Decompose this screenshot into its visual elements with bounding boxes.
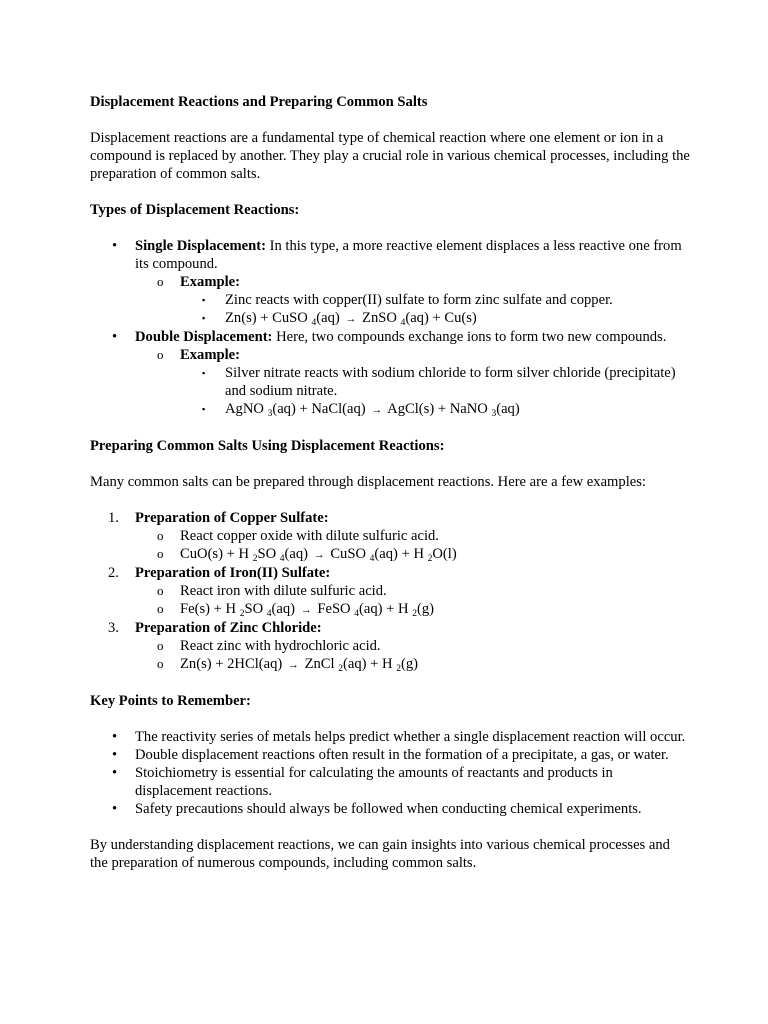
chemical-equation: Fe(s) + H $_2$SO $_4$(aq) → FeSO $_4$(aq) + H $_2$(g) <box>180 601 434 619</box>
list-number: 1. <box>108 510 119 526</box>
bullet-marker: • <box>112 329 118 345</box>
key-point-text: Double displacement reactions often result in the formation of a precipitate, a gas, or water. <box>135 747 669 763</box>
chemical-equation: AgNO $_3$(aq) + NaCl(aq) → AgCl(s) + NaNO $_3$(aq) <box>225 401 520 419</box>
arrow-icon: → <box>313 549 325 561</box>
bullet-marker: • <box>112 801 118 817</box>
key-points-list <box>90 728 690 818</box>
circle-marker: o <box>157 274 164 289</box>
example-label: Example: <box>180 347 240 363</box>
list-item-preparation-3 <box>90 619 690 637</box>
arrow-icon: → <box>371 404 383 416</box>
preparation-step: React iron with dilute sulfuric acid. <box>180 583 387 599</box>
key-point-text: Safety precautions should always be followed when conducting chemical experiments. <box>135 801 642 817</box>
bullet-marker: • <box>112 238 118 254</box>
preparing-intro: Many common salts can be prepared through displacement reactions. Here are a few examples: <box>90 474 646 490</box>
single-displacement-text: In this type, a more reactive element displaces a less reactive one from its compound. <box>135 238 682 272</box>
preparation-label: Preparation of Copper Sulfate: <box>135 510 329 526</box>
bullet-marker: • <box>112 729 118 745</box>
document-page <box>90 93 690 872</box>
list-item <box>90 764 690 800</box>
chemical-equation: CuO(s) + H $_2$SO $_4$(aq) → CuSO $_4$(aq) + H $_2$O(l) <box>180 546 457 564</box>
preparation-label: Preparation of Zinc Chloride: <box>135 620 322 636</box>
single-displacement-label: Single Displacement: <box>135 238 266 254</box>
square-marker: ▪ <box>202 313 206 323</box>
list-number: 2. <box>108 565 119 581</box>
list-item-double-example-text <box>90 364 690 400</box>
list-item <box>90 746 690 764</box>
list-item-single-example-text <box>90 291 690 309</box>
arrow-icon: → <box>300 604 312 616</box>
intro-paragraph: Displacement reactions are a fundamental type of chemical reaction where one element or ion in a compound is replaced by another. They play a crucial role in various chemical processes, including the preparation of common salts. <box>90 130 690 182</box>
preparing-heading: Preparing Common Salts Using Displacement Reactions: <box>90 438 445 454</box>
list-number: 3. <box>108 620 119 636</box>
list-item-preparation-2-step <box>90 582 690 600</box>
list-item-preparation-2-equation <box>90 600 690 619</box>
arrow-icon: → <box>345 313 357 325</box>
types-list <box>90 237 690 419</box>
example-label: Example: <box>180 274 240 290</box>
square-marker: ▪ <box>202 295 206 305</box>
list-item-preparation-3-step <box>90 637 690 655</box>
types-heading: Types of Displacement Reactions: <box>90 202 300 218</box>
chemical-equation: Zn(s) + CuSO $_4$(aq) → ZnSO $_4$(aq) + Cu(s) <box>225 310 477 328</box>
list-item <box>90 800 690 818</box>
chemical-equation: Zn(s) + 2HCl(aq) → ZnCl $_2$(aq) + H $_2$(g) <box>180 656 418 674</box>
circle-marker: o <box>157 638 164 653</box>
list-item-double-equation <box>90 400 690 419</box>
double-displacement-text: Here, two compounds exchange ions to form two new compounds. <box>272 329 667 345</box>
list-item-double-example <box>90 346 690 364</box>
circle-marker: o <box>157 656 164 671</box>
list-item-preparation-2 <box>90 564 690 582</box>
circle-marker: o <box>157 546 164 561</box>
key-point-text: The reactivity series of metals helps predict whether a single displacement reaction will occur. <box>135 729 686 745</box>
preparation-step: React zinc with hydrochloric acid. <box>180 638 381 654</box>
list-item-single-example <box>90 273 690 291</box>
circle-marker: o <box>157 583 164 598</box>
arrow-icon: → <box>287 659 299 671</box>
list-item-single-displacement <box>90 237 690 273</box>
square-marker: ▪ <box>202 368 206 378</box>
bullet-marker: • <box>112 747 118 763</box>
single-example-text: Zinc reacts with copper(II) sulfate to form zinc sulfate and copper. <box>225 292 613 308</box>
preparation-step: React copper oxide with dilute sulfuric acid. <box>180 528 439 544</box>
key-point-text: Stoichiometry is essential for calculating the amounts of reactants and products in displacement reactions. <box>135 765 613 799</box>
list-item-preparation-1 <box>90 509 690 527</box>
preparation-label: Preparation of Iron(II) Sulfate: <box>135 565 331 581</box>
bullet-marker: • <box>112 765 118 781</box>
circle-marker: o <box>157 601 164 616</box>
circle-marker: o <box>157 528 164 543</box>
double-example-text: Silver nitrate reacts with sodium chloride to form silver chloride (precipitate) and sodium nitrate. <box>225 365 676 399</box>
list-item-preparation-3-equation <box>90 655 690 674</box>
list-item-double-displacement <box>90 328 690 346</box>
list-item <box>90 728 690 746</box>
key-points-heading: Key Points to Remember: <box>90 693 251 709</box>
list-item-single-equation <box>90 309 690 328</box>
document-title: Displacement Reactions and Preparing Common Salts <box>90 94 428 110</box>
conclusion-paragraph: By understanding displacement reactions, we can gain insights into various chemical processes and the preparation of numerous compounds, including common salts. <box>90 837 670 871</box>
preparations-list <box>90 509 690 674</box>
square-marker: ▪ <box>202 404 206 414</box>
list-item-preparation-1-equation <box>90 545 690 564</box>
circle-marker: o <box>157 347 164 362</box>
double-displacement-label: Double Displacement: <box>135 329 273 345</box>
list-item-preparation-1-step <box>90 527 690 545</box>
